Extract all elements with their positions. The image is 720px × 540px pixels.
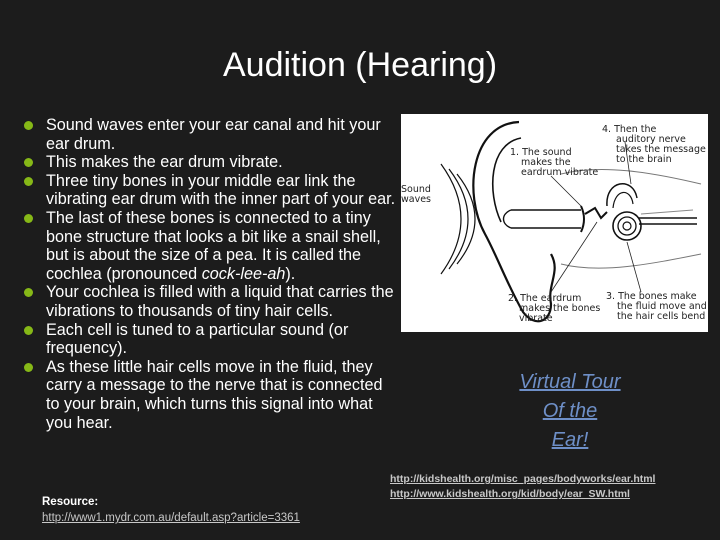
- bullet-text: As these little hair cells move in the fluid, they carry a message to the nerve that is connected to your brain, which turns this signal into what you hear.: [46, 357, 383, 432]
- slide-title: Audition (Hearing): [222, 46, 498, 84]
- diagram-label-line: auditory nerve: [616, 134, 686, 145]
- diagram-label-step2: [508, 294, 600, 324]
- diagram-label-line: 3. The bones make: [606, 291, 697, 302]
- bullet-text: The last of these bones is connected to a tiny bone structure that looks a bit like a snail shell, but is about the size of a pea. It is called the cochlea (pronounced: [46, 208, 381, 283]
- diagram-label-step3: [606, 292, 707, 322]
- bullet-text-suffix: ).: [285, 264, 296, 283]
- bullet-item: [22, 172, 398, 209]
- diagram-label-sound-waves: [401, 185, 431, 205]
- bullet-list: [22, 116, 398, 432]
- diagram-label-line: the hair cells bend: [617, 311, 706, 322]
- bullet-dot-icon: [24, 363, 33, 372]
- diagram-label-line: 2. The eardrum: [508, 293, 582, 304]
- tour-line: Ear!: [551, 429, 589, 451]
- diagram-label-line: 1. The sound: [510, 147, 572, 158]
- bullet-dot-icon: [24, 121, 33, 130]
- diagram-label-line: the fluid move and: [617, 301, 707, 312]
- diagram-label-line: takes the message: [616, 144, 706, 155]
- diagram-label-line: 4. Then the: [602, 124, 657, 135]
- tour-line: Virtual Tour: [519, 371, 621, 393]
- bullet-text: This makes the ear drum vibrate.: [46, 153, 283, 172]
- bullet-item: [22, 321, 398, 358]
- bullet-item: [22, 358, 398, 432]
- diagram-label-line: vibrate: [519, 313, 553, 324]
- kidshealth-ear-link[interactable]: http://www.kidshealth.org/kid/body/ear_SW.html: [390, 488, 630, 500]
- diagram-label-line: Sound: [401, 184, 431, 195]
- bullet-dot-icon: [24, 326, 33, 335]
- diagram-label-line: to the brain: [616, 154, 672, 165]
- diagram-label-line: makes the bones: [519, 303, 601, 314]
- cochlea-pronunciation: cock-lee-ah: [201, 264, 286, 283]
- bullet-dot-icon: [24, 158, 33, 167]
- tour-line: Of the: [542, 400, 598, 422]
- bullet-item: [22, 283, 398, 320]
- diagram-label-line: eardrum vibrate: [521, 167, 599, 178]
- kidshealth-bodyworks-link[interactable]: http://kidshealth.org/misc_pages/bodyworks/ear.html: [390, 473, 656, 485]
- bullet-dot-icon: [24, 177, 33, 186]
- bullet-text: Your cochlea is filled with a liquid that carries the vibrations to thousands of tiny hair cells.: [46, 283, 394, 320]
- resource-link[interactable]: http://www1.mydr.com.au/default.asp?article=3361: [42, 512, 300, 524]
- diagram-label-step4: [602, 125, 706, 165]
- bullet-text: Three tiny bones in your middle ear link the vibrating ear drum with the inner part of your ear.: [46, 171, 396, 209]
- resource-block: [42, 494, 300, 526]
- resource-label: Resource:: [42, 496, 99, 508]
- diagram-label-step1: [510, 148, 598, 178]
- reference-links: [390, 472, 655, 502]
- bullet-dot-icon: [24, 288, 33, 297]
- bullet-text: Each cell is tuned to a particular sound (or frequency).: [46, 320, 349, 358]
- diagram-label-line: makes the: [521, 157, 571, 168]
- bullet-dot-icon: [24, 214, 33, 223]
- bullet-text: Sound waves enter your ear canal and hit your ear drum.: [46, 116, 381, 153]
- bullet-item: [22, 153, 398, 172]
- bullet-item: [22, 209, 398, 283]
- virtual-tour-link[interactable]: [490, 368, 650, 455]
- bullet-item: [22, 116, 398, 153]
- ear-diagram: [401, 114, 708, 332]
- diagram-label-line: waves: [401, 194, 432, 205]
